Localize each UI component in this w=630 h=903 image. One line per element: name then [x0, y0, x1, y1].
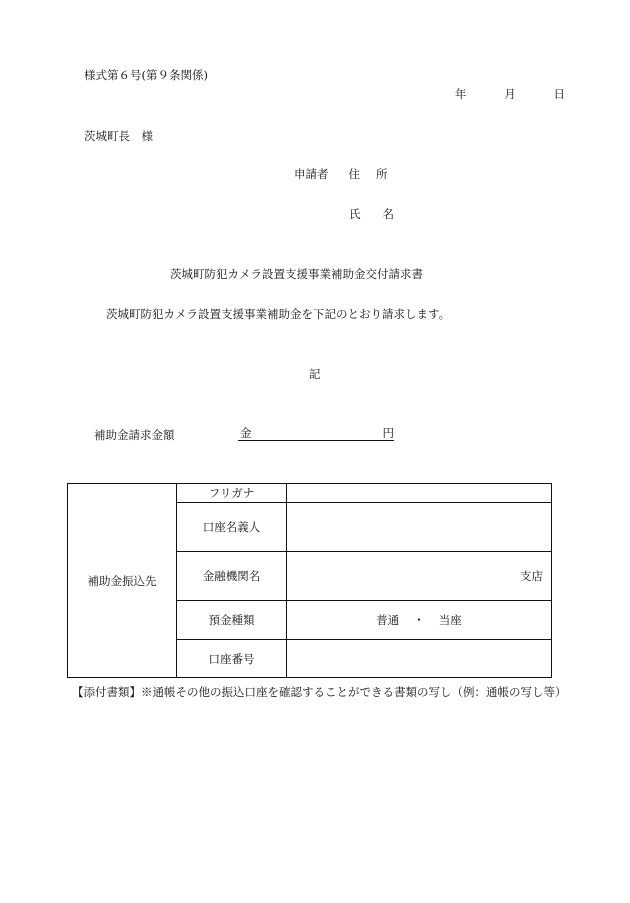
account-holder-field[interactable] — [287, 503, 552, 552]
amount-field[interactable] — [238, 424, 394, 441]
amount-label: 補助金請求金額 — [94, 428, 175, 442]
transfer-row-header: 補助金振込先 — [68, 484, 177, 678]
furigana-field[interactable] — [287, 484, 552, 503]
date-year: 年 — [455, 87, 467, 101]
applicant-label: 申請者 — [294, 167, 329, 181]
applicant-name-row — [349, 206, 394, 222]
account-number-field[interactable] — [287, 640, 552, 678]
account-holder-label: 口座名義人 — [177, 503, 287, 552]
deposit-type-label: 預金種類 — [177, 601, 287, 640]
account-number-label: 口座番号 — [177, 640, 287, 678]
furigana-label: フリガナ — [177, 484, 287, 503]
deposit-ordinary[interactable]: 普通 — [376, 613, 400, 627]
deposit-current[interactable]: 当座 — [438, 613, 462, 627]
transfer-table — [67, 483, 552, 678]
address-label-1: 住 — [348, 167, 360, 181]
form-number: 様式第６号(第９条関係) — [84, 68, 208, 82]
date-month: 月 — [504, 87, 516, 101]
request-statement: 茨城町防犯カメラ設置支援事業補助金を下記のとおり請求します。 — [106, 307, 451, 321]
institution-field[interactable] — [287, 552, 552, 601]
deposit-separator: ・ — [413, 613, 425, 627]
address-label-2: 所 — [376, 167, 388, 181]
name-label-1: 氏 — [349, 207, 361, 221]
branch-label: 支店 — [520, 569, 543, 583]
deposit-type-field[interactable] — [287, 601, 552, 640]
date-row — [455, 86, 565, 102]
amount-prefix: 金 — [240, 426, 252, 440]
applicant-address-row — [294, 166, 388, 182]
addressee: 茨城町長 様 — [84, 129, 153, 143]
name-label-2: 名 — [382, 207, 394, 221]
ki-heading: 記 — [309, 367, 321, 381]
document-title: 茨城町防犯カメラ設置支援事業補助金交付請求書 — [170, 267, 423, 281]
date-day: 日 — [553, 87, 565, 101]
institution-label: 金融機関名 — [177, 552, 287, 601]
attachment-note: 【添付書類】※通帳その他の振込口座を確認することができる書類の写し（例：通帳の写し等） — [72, 685, 567, 699]
address-label — [349, 166, 388, 182]
amount-suffix: 円 — [382, 426, 394, 440]
